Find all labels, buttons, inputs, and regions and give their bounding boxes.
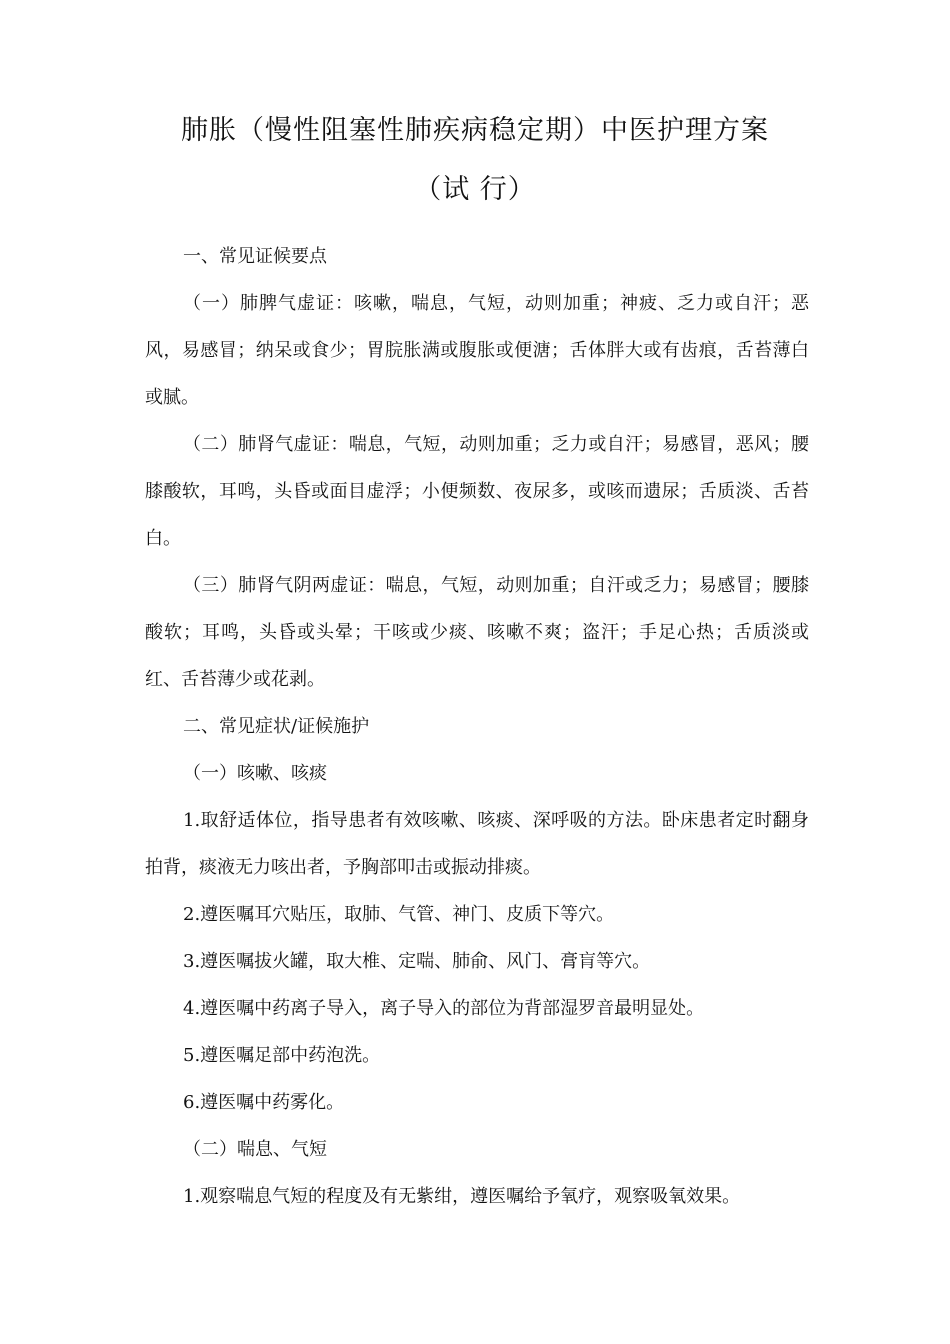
list-item-3: 3.遵医嘱拔火罐，取大椎、定喘、肺俞、风门、膏肓等穴。 (183, 951, 651, 972)
document-body (145, 233, 809, 1220)
list-item-6: 6.遵医嘱中药雾化。 (183, 1092, 345, 1113)
list-item-4: 4.遵医嘱中药离子导入，离子导入的部位为背部湿罗音最明显处。 (183, 998, 705, 1019)
section-heading-2: 二、常见症状/证候施护 (183, 716, 370, 737)
paragraph-lung-kidney-qi-yin-deficiency: （三）肺肾气阴两虚证：喘息，气短，动则加重；自汗或乏力；易感冒；腰膝酸软；耳鸣，头昏或头晕；干咳或少痰、咳嗽不爽；盗汗；手足心热；舌质淡或红、舌苔薄少或花剥。 (145, 575, 809, 690)
list-item-5: 5.遵医嘱足部中药泡洗。 (183, 1045, 381, 1066)
list-item-1: 1.取舒适体位，指导患者有效咳嗽、咳痰、深呼吸的方法。卧床患者定时翻身拍背，痰液无力咳出者，予胸部叩击或振动排痰。 (145, 810, 809, 878)
paragraph-lung-spleen-qi-deficiency: （一）肺脾气虚证：咳嗽，喘息，气短，动则加重；神疲、乏力或自汗；恶风，易感冒；纳呆或食少；胃脘胀满或腹胀或便溏；舌体胖大或有齿痕，舌苔薄白或腻。 (145, 293, 809, 408)
document-subtitle: （试 行） (414, 174, 536, 205)
subsection-heading-wheezing: （二）喘息、气短 (183, 1139, 327, 1160)
section-heading-1: 一、常见证候要点 (183, 246, 327, 267)
document-title: 肺胀（慢性阻塞性肺疾病稳定期）中医护理方案 (181, 115, 769, 146)
paragraph-lung-kidney-qi-deficiency: （二）肺肾气虚证：喘息，气短，动则加重；乏力或自汗；易感冒，恶风；腰膝酸软，耳鸣，头昏或面目虚浮；小便频数、夜尿多，或咳而遗尿；舌质淡、舌苔白。 (145, 434, 809, 549)
list-item-7: 1.观察喘息气短的程度及有无紫绀，遵医嘱给予氧疗，观察吸氧效果。 (183, 1186, 741, 1207)
list-item-2: 2.遵医嘱耳穴贴压，取肺、气管、神门、皮质下等穴。 (183, 904, 615, 925)
subsection-heading-cough: （一）咳嗽、咳痰 (183, 763, 327, 784)
